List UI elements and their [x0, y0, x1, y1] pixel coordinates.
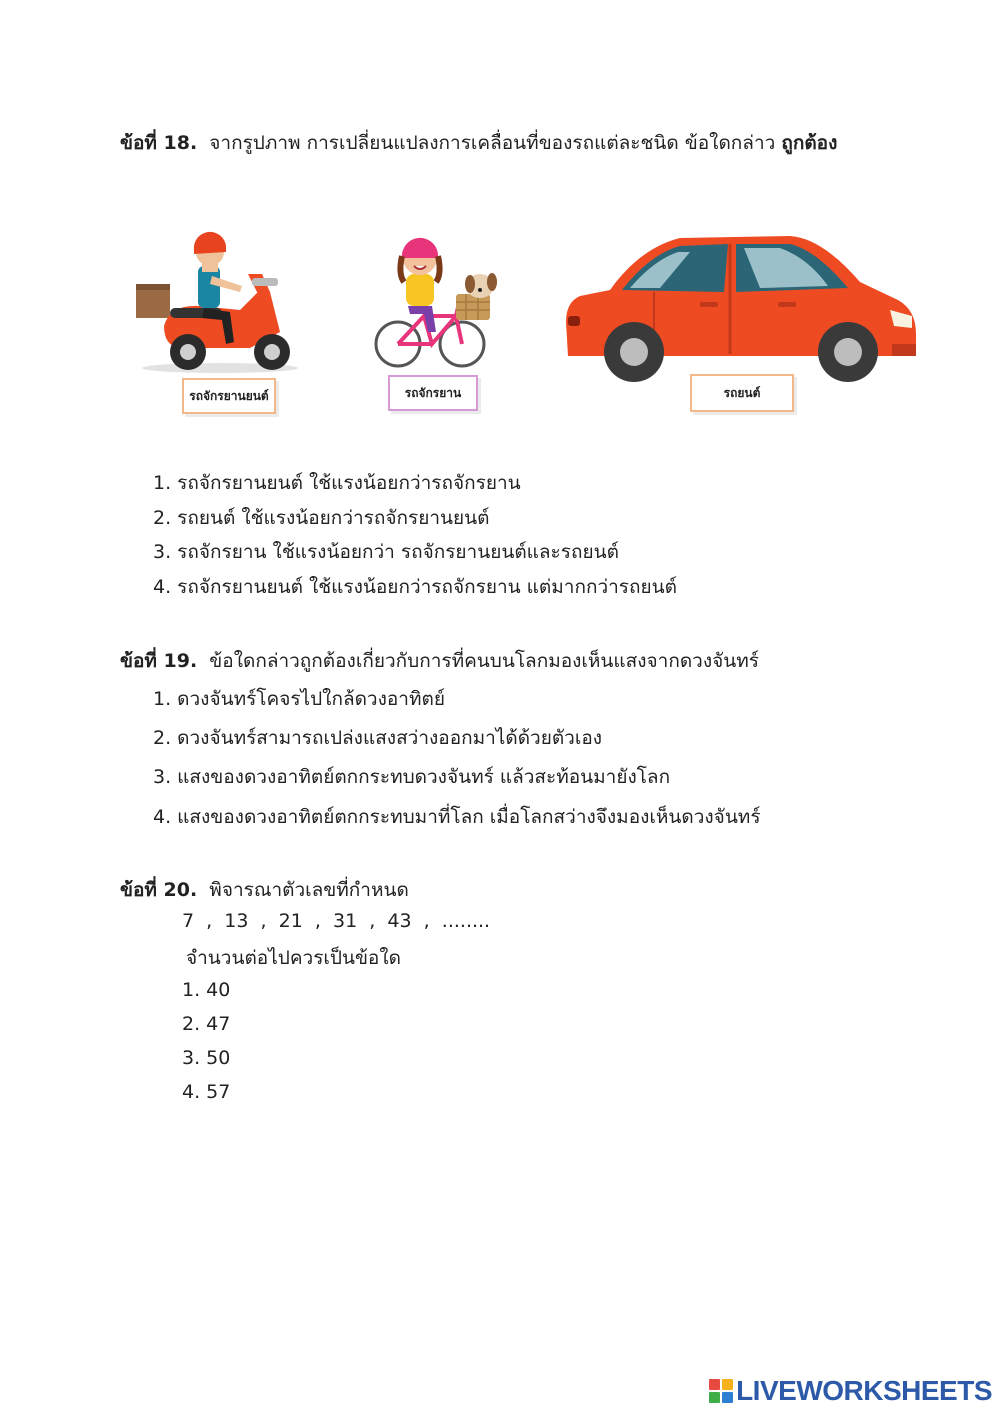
question-20-label: ข้อที่ 20. [120, 879, 198, 901]
car-illustration [560, 230, 925, 385]
q18-option-4[interactable]: 4. รถจักรยานยนต์ ใช้แรงน้อยกว่ารถจักรยาน แต่มากกว่ารถยนต์ [153, 576, 677, 598]
bicycle-label: รถจักรยาน [388, 375, 478, 411]
number-sequence: 7 , 13 , 21 , 31 , 43 , ........ [182, 910, 491, 932]
question-19-text: ข้อใดกล่าวถูกต้องเกี่ยวกับการที่คนบนโลกมองเห็นแสงจากดวงจันทร์ [209, 650, 759, 672]
question-20-title [120, 875, 409, 905]
q18-option-1[interactable]: 1. รถจักรยานยนต์ ใช้แรงน้อยกว่ารถจักรยาน [153, 472, 521, 494]
motorcycle-illustration [130, 222, 310, 377]
q20-prompt: จำนวนต่อไปควรเป็นข้อใด [186, 947, 401, 969]
q18-option-3[interactable]: 3. รถจักรยาน ใช้แรงน้อยกว่า รถจักรยานยนต์และรถยนต์ [153, 541, 619, 563]
question-18-text: จากรูปภาพ การเปลี่ยนแปลงการเคลื่อนที่ของรถแต่ละชนิด ข้อใดกล่าว [209, 132, 776, 154]
q20-option-3[interactable]: 3. 50 [182, 1047, 231, 1069]
q19-option-3[interactable]: 3. แสงของดวงอาทิตย์ตกกระทบดวงจันทร์ แล้วสะท้อนมายังโลก [153, 766, 671, 788]
question-19-label: ข้อที่ 19. [120, 650, 198, 672]
q20-option-2[interactable]: 2. 47 [182, 1013, 231, 1035]
q19-option-4[interactable]: 4. แสงของดวงอาทิตย์ตกกระทบมาที่โลก เมื่อโลกสว่างจึงมองเห็นดวงจันทร์ [153, 806, 761, 828]
question-18-label: ข้อที่ 18. [120, 132, 198, 154]
question-20-text: พิจารณาตัวเลขที่กำหนด [209, 879, 409, 901]
car-label: รถยนต์ [690, 374, 794, 412]
liveworksheets-logo-icon [709, 1379, 733, 1403]
question-18-title [120, 128, 837, 158]
q18-option-2[interactable]: 2. รถยนต์ ใช้แรงน้อยกว่ารถจักรยานยนต์ [153, 507, 490, 529]
q20-option-4[interactable]: 4. 57 [182, 1081, 231, 1103]
motorcycle-label: รถจักรยานยนต์ [182, 378, 276, 414]
q20-option-1[interactable]: 1. 40 [182, 979, 231, 1001]
q19-option-1[interactable]: 1. ดวงจันทร์โคจรไปใกล้ดวงอาทิตย์ [153, 688, 445, 710]
liveworksheets-logo[interactable] [709, 1375, 992, 1407]
question-18-emphasis: ถูกต้อง [781, 132, 838, 154]
question-19-title [120, 646, 759, 676]
q19-option-2[interactable]: 2. ดวงจันทร์สามารถเปล่งแสงสว่างออกมาได้ด้วยตัวเอง [153, 727, 603, 749]
liveworksheets-logo-text: LIVEWORKSHEETS [736, 1375, 992, 1406]
bicycle-illustration [372, 228, 507, 373]
